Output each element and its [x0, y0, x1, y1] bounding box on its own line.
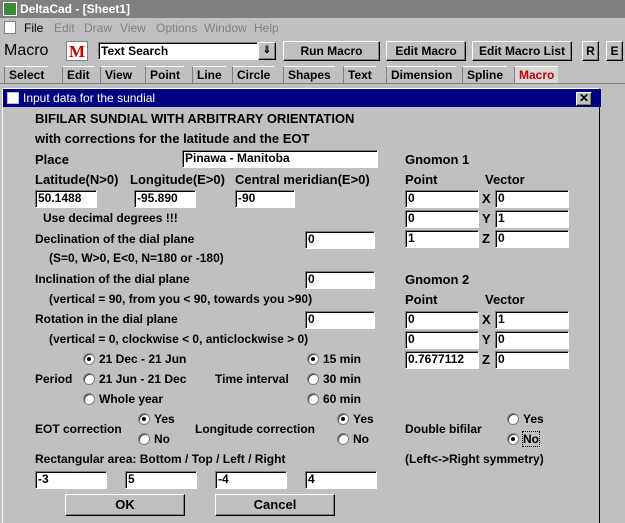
tab-line[interactable]: Line [192, 66, 226, 83]
inclination-label: Inclination of the dial plane [35, 272, 190, 286]
period-radio-whole-year[interactable] [83, 393, 95, 405]
inclination-note: (vertical = 90, from you < 90, towards you >90) [49, 292, 313, 306]
rectangular-area-label: Rectangular area: Bottom / Top / Left / Right [35, 452, 286, 466]
run-macro-button[interactable]: Run Macro [283, 41, 380, 61]
rect-top-input[interactable]: 5 [125, 471, 197, 489]
axis-z-label: Z [482, 352, 490, 367]
gnomon2-vector-label: Vector [485, 292, 525, 307]
inclination-input[interactable]: 0 [305, 271, 375, 289]
dialog-close-button[interactable] [576, 92, 592, 106]
tab-circle[interactable]: Circle [232, 66, 274, 83]
lonc-yes-label: Yes [353, 412, 374, 426]
app-title-bar [0, 0, 625, 18]
central-meridian-input[interactable]: -90 [235, 190, 295, 208]
double-no-label: No [523, 432, 539, 446]
rect-right-input[interactable]: 4 [305, 471, 377, 489]
chevron-down-icon: ⇓ [262, 45, 272, 56]
menu-options[interactable]: Options [156, 21, 198, 35]
rotation-label: Rotation in the dial plane [35, 312, 178, 326]
edit-macro-list-button[interactable]: Edit Macro List [472, 41, 572, 61]
cancel-button[interactable]: Cancel [215, 494, 335, 516]
rect-bottom-input[interactable]: -3 [35, 471, 107, 489]
central-meridian-label: Central meridian(E>0) [235, 172, 370, 187]
period-option-label: Whole year [99, 392, 164, 406]
interval-radio-15[interactable] [307, 353, 319, 365]
menu-view[interactable]: View [120, 21, 146, 35]
g2-vector-y-input[interactable]: 0 [495, 331, 569, 349]
g2-vector-z-input[interactable]: 0 [495, 351, 569, 369]
eot-yes-label: Yes [154, 412, 175, 426]
tab-dimension[interactable]: Dimension [386, 66, 456, 83]
g1-vector-y-input[interactable]: 1 [495, 210, 569, 228]
eot-correction-label: EOT correction [35, 422, 122, 436]
lonc-no-label: No [353, 432, 369, 446]
eot-yes-radio[interactable] [138, 413, 150, 425]
longitude-label: Longitude(E>0) [130, 172, 225, 187]
close-icon: ✕ [578, 91, 590, 105]
g2-point-y-input[interactable]: 0 [405, 331, 479, 349]
decimal-degrees-note: Use decimal degrees !!! [43, 211, 178, 225]
place-label: Place [35, 152, 69, 167]
sundial-input-dialog [2, 88, 600, 523]
period-radio-jun-dec[interactable] [83, 373, 95, 385]
tab-spline[interactable]: Spline [462, 66, 507, 83]
interval-option-label: 30 min [323, 372, 362, 386]
longitude-input[interactable]: -95.890 [134, 190, 196, 208]
r-button[interactable]: R [582, 41, 599, 61]
g2-vector-x-input[interactable]: 1 [495, 311, 569, 329]
double-yes-radio[interactable] [507, 413, 519, 425]
rotation-input[interactable]: 0 [305, 311, 375, 329]
menu-bar [0, 18, 625, 38]
dialog-icon [7, 92, 19, 104]
double-no-radio[interactable] [507, 433, 519, 445]
dialog-title-bar [3, 89, 601, 107]
g1-point-x-input[interactable]: 0 [405, 190, 479, 208]
menu-window[interactable]: Window [204, 21, 247, 35]
period-option-label: 21 Dec - 21 Jun [99, 352, 187, 366]
app-logo-icon [3, 2, 17, 16]
period-radio-dec-jun[interactable] [83, 353, 95, 365]
interval-option-label: 60 min [323, 392, 362, 406]
period-label: Period [35, 372, 73, 386]
tab-macro[interactable]: Macro [514, 66, 558, 83]
ok-button[interactable]: OK [65, 494, 185, 516]
tab-select[interactable]: Select [4, 66, 48, 83]
longitude-correction-label: Longitude correction [195, 422, 315, 436]
macro-icon: M [66, 41, 88, 61]
document-icon[interactable] [4, 21, 16, 34]
interval-radio-30[interactable] [307, 373, 319, 385]
g1-vector-x-input[interactable]: 0 [495, 190, 569, 208]
axis-y-label: Y [482, 332, 491, 347]
gnomon1-vector-label: Vector [485, 172, 525, 187]
e-button[interactable]: E [606, 41, 623, 61]
menu-file[interactable]: File [24, 21, 44, 35]
macro-toolbar [0, 38, 625, 64]
double-yes-label: Yes [523, 412, 544, 426]
dialog-heading: BIFILAR SUNDIAL WITH ARBITRARY ORIENTATION [35, 111, 355, 126]
latitude-label: Latitude(N>0) [35, 172, 119, 187]
g1-point-y-input[interactable]: 0 [405, 210, 479, 228]
g2-point-x-input[interactable]: 0 [405, 311, 479, 329]
lonc-no-radio[interactable] [337, 433, 349, 445]
double-bifilar-label: Double bifilar [405, 422, 482, 436]
tab-edit[interactable]: Edit [62, 66, 94, 83]
g2-point-z-input[interactable]: 0.7677112 [405, 351, 479, 369]
axis-x-label: X [482, 191, 491, 206]
latitude-input[interactable]: 50.1488 [35, 190, 97, 208]
declination-note: (S=0, W>0, E<0, N=180 or -180) [49, 251, 224, 265]
tab-view[interactable]: View [100, 66, 136, 83]
time-interval-label: Time interval [215, 372, 289, 386]
axis-y-label: Y [482, 211, 491, 226]
tab-shapes[interactable]: Shapes [283, 66, 335, 83]
interval-option-label: 15 min [323, 352, 362, 366]
menu-edit[interactable]: Edit [54, 21, 75, 35]
rotation-note: (vertical = 0, clockwise < 0, anticlockwise > 0) [49, 332, 309, 346]
macro-label: Macro [4, 42, 49, 59]
place-input[interactable]: Pinawa - Manitoba [182, 150, 378, 168]
rect-left-input[interactable]: -4 [215, 471, 287, 489]
tab-point[interactable]: Point [145, 66, 184, 83]
command-tabs [0, 64, 625, 84]
app-title: DeltaCad - [Sheet1] [20, 2, 131, 16]
eot-no-label: No [154, 432, 170, 446]
edit-macro-button[interactable]: Edit Macro [386, 41, 466, 61]
combo-dropdown-button[interactable] [258, 42, 276, 60]
period-option-label: 21 Jun - 21 Dec [99, 372, 187, 386]
axis-x-label: X [482, 312, 491, 327]
lonc-yes-radio[interactable] [337, 413, 349, 425]
declination-input[interactable]: 0 [305, 231, 375, 249]
gnomon1-title: Gnomon 1 [405, 152, 470, 167]
macro-combo-input[interactable]: Text Search [98, 42, 258, 60]
interval-radio-60[interactable] [307, 393, 319, 405]
gnomon2-point-label: Point [405, 292, 438, 307]
g1-point-z-input[interactable]: 1 [405, 230, 479, 248]
symmetry-note: (Left<->Right symmetry) [405, 452, 544, 466]
gnomon1-point-label: Point [405, 172, 438, 187]
gnomon2-title: Gnomon 2 [405, 272, 470, 287]
tab-text[interactable]: Text [343, 66, 376, 83]
menu-draw[interactable]: Draw [84, 21, 113, 35]
dialog-title: Input data for the sundial [23, 91, 156, 105]
axis-z-label: Z [482, 231, 490, 246]
eot-no-radio[interactable] [138, 433, 150, 445]
menu-help[interactable]: Help [254, 21, 279, 35]
g1-vector-z-input[interactable]: 0 [495, 230, 569, 248]
dialog-subheading: with corrections for the latitude and the EOT [35, 131, 310, 146]
declination-label: Declination of the dial plane [35, 232, 195, 246]
